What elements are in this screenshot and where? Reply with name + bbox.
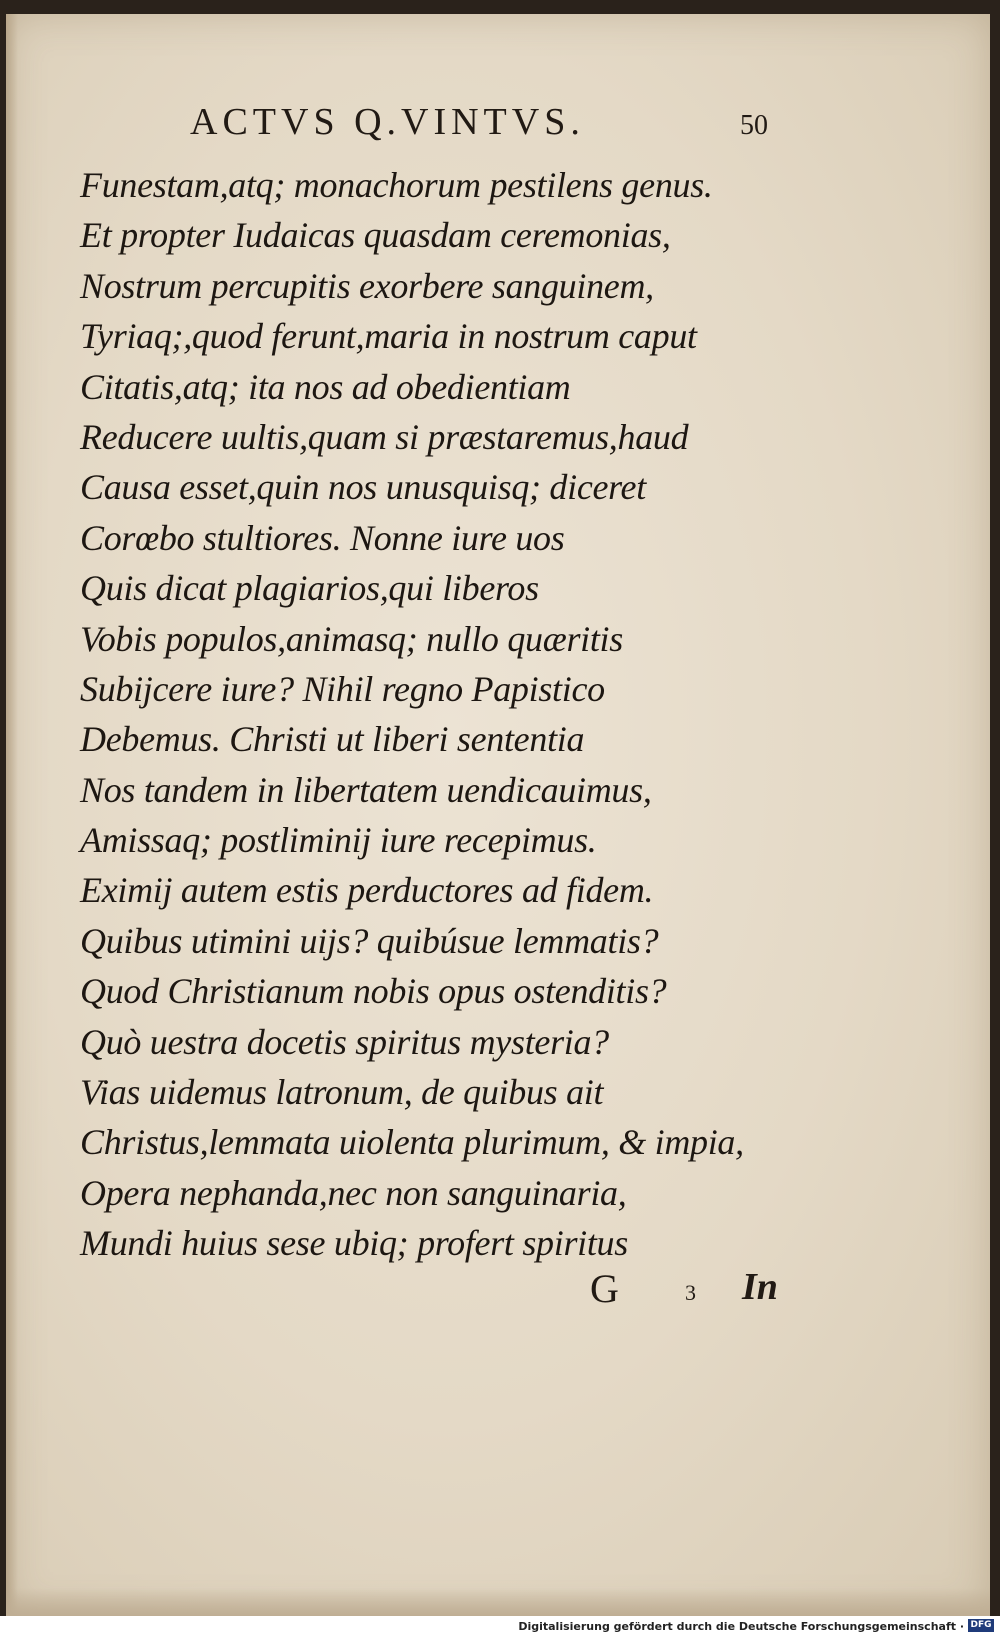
verse-line: Et propter Iudaicas quasdam ceremonias, bbox=[80, 215, 671, 256]
verse-line: Vias uidemus latronum, de quibus ait bbox=[80, 1072, 604, 1113]
verse-line: Quod Christianum nobis opus ostenditis? bbox=[80, 971, 667, 1012]
verse-line: Christus,lemmata uiolenta plurimum, & impia, bbox=[80, 1122, 744, 1163]
dfg-logo: DFG bbox=[968, 1619, 994, 1632]
signature-mark: G bbox=[590, 1266, 619, 1311]
verse-line: Subijcere iure? Nihil regno Papistico bbox=[80, 668, 605, 709]
verse-line: Citatis,atq; ita nos ad obedientiam bbox=[80, 366, 571, 407]
verse-line: Quis dicat plagiarios,qui liberos bbox=[80, 568, 539, 609]
verse-line: Eximij autem estis perductores ad fidem. bbox=[80, 870, 654, 911]
running-head: ACTVS Q.VINTVS. bbox=[190, 101, 585, 143]
page-bottom-shadow bbox=[6, 1588, 990, 1616]
verse-line: Funestam,atq; monachorum pestilens genus. bbox=[80, 165, 713, 205]
verse-text bbox=[80, 160, 780, 1269]
verse-line: Tyriaq;,quod ferunt,maria in nostrum caput bbox=[80, 316, 697, 357]
footer-bar bbox=[0, 1616, 1000, 1635]
verse-line: Quò uestra docetis spiritus mysteria? bbox=[80, 1021, 609, 1062]
verse-line: Opera nephanda,nec non sanguinaria, bbox=[80, 1172, 627, 1213]
verse-line: Debemus. Christi ut liberi sententia bbox=[80, 719, 585, 760]
funding-notice: Digitalisierung gefördert durch die Deutsche Forschungsgemeinschaft · bbox=[518, 1620, 964, 1633]
verse-line: Corœbo stultiores. Nonne iure uos bbox=[80, 517, 565, 558]
verse-line: Mundi huius sese ubiq; profert spiritus bbox=[80, 1223, 628, 1264]
verse-line: Quibus utimini uijs? quibúsue lemmatis? bbox=[80, 920, 659, 961]
signature-number: 3 bbox=[685, 1280, 696, 1305]
verse-line: Amissaq; postliminij iure recepimus. bbox=[80, 820, 597, 861]
page-number: 50 bbox=[740, 110, 768, 141]
verse-line: Nostrum percupitis exorbere sanguinem, bbox=[80, 265, 654, 306]
catchword: In bbox=[742, 1266, 778, 1308]
verse-line: Causa esset,quin nos unusquisq; diceret bbox=[80, 467, 646, 508]
verse-line: Nos tandem in libertatem uendicauimus, bbox=[80, 769, 652, 810]
verse-line: Reducere uultis,quam si præstaremus,haud bbox=[80, 416, 689, 457]
verse-line: Vobis populos,animasq; nullo quæritis bbox=[80, 618, 623, 659]
page-edge-shadow bbox=[6, 14, 18, 1616]
